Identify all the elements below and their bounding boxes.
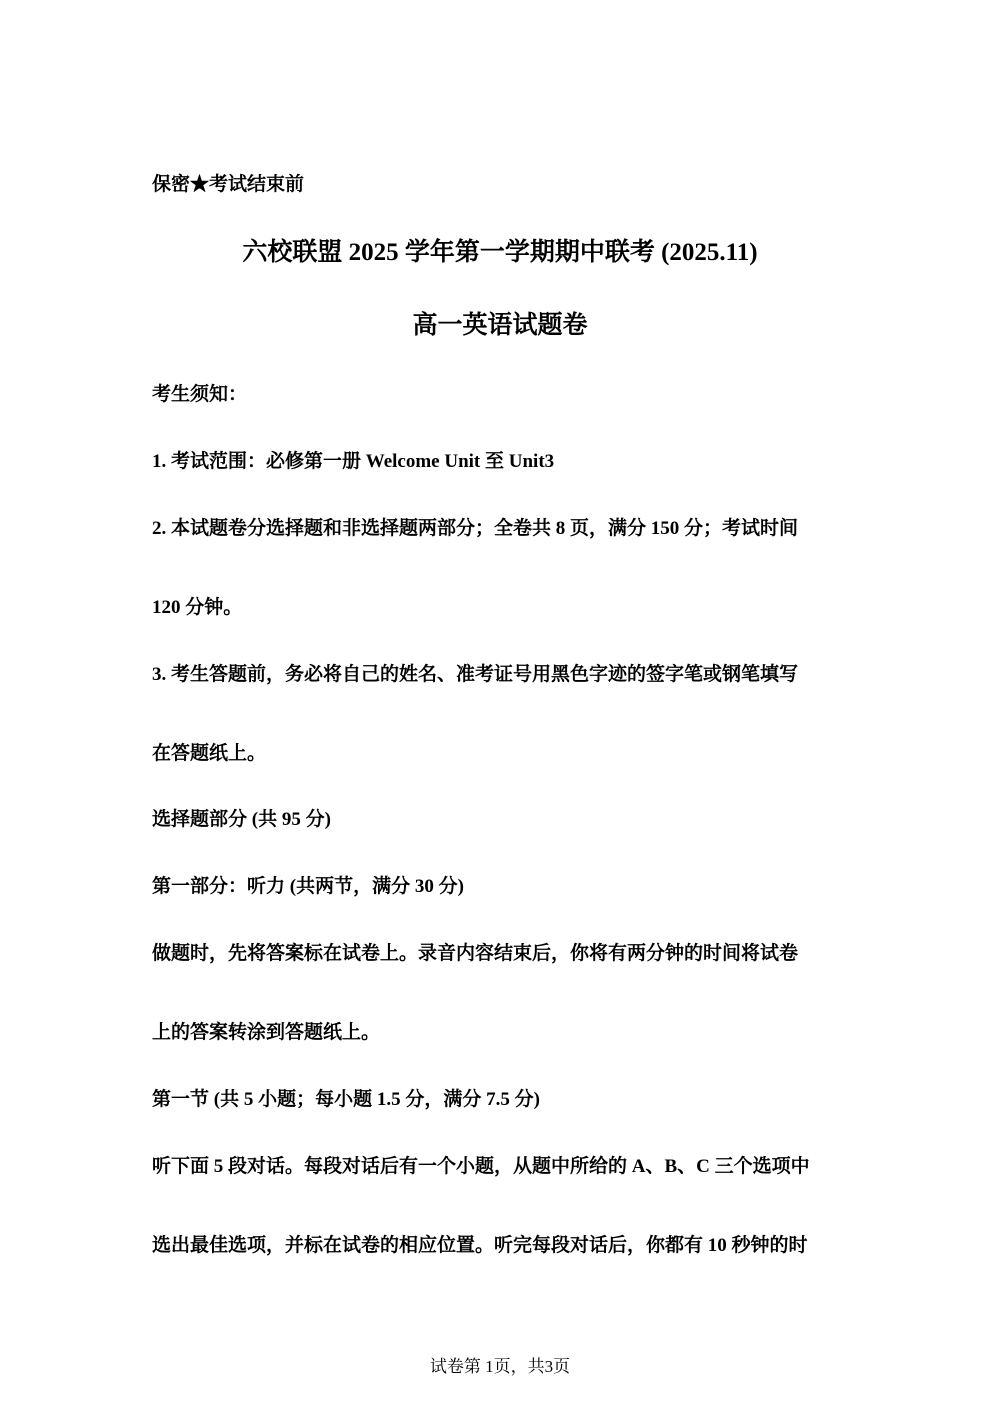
instruction-item-2-line-2: 120 分钟。 bbox=[152, 597, 243, 618]
exam-subtitle: 高一英语试题卷 bbox=[412, 312, 588, 339]
exam-title: 六校联盟 2025 学年第一学期期中联考 (2025.11) bbox=[242, 239, 758, 266]
instruction-item-1: 1. 考试范围：必修第一册 Welcome Unit 至 Unit3 bbox=[152, 451, 555, 472]
instruction-item-3-line-1: 3. 考生答题前，务必将自己的姓名、准考证号用黑色字迹的签字笔或钢笔填写 bbox=[152, 664, 799, 685]
page-footer: 试卷第 1页，共3页 bbox=[429, 1357, 571, 1376]
instructions-heading: 考生须知： bbox=[152, 384, 248, 405]
instruction-item-3-line-2: 在答题纸上。 bbox=[152, 743, 267, 764]
section1-description-line-1: 听下面 5 段对话。每段对话后有一个小题，从题中所给的 A、B、C 三个选项中 bbox=[152, 1156, 810, 1177]
confidential-label: 保密★考试结束前 bbox=[152, 174, 305, 195]
part1-description-line-2: 上的答案转涂到答题纸上。 bbox=[152, 1022, 381, 1043]
choice-section-heading: 选择题部分 (共 95 分) bbox=[152, 809, 331, 830]
section1-heading: 第一节 (共 5 小题；每小题 1.5 分，满分 7.5 分) bbox=[152, 1089, 540, 1110]
section1-description-line-2: 选出最佳选项，并标在试卷的相应位置。听完每段对话后，你都有 10 秒钟的时 bbox=[152, 1235, 808, 1256]
part1-heading: 第一部分：听力 (共两节，满分 30 分) bbox=[152, 876, 464, 897]
part1-description-line-1: 做题时，先将答案标在试卷上。录音内容结束后，你将有两分钟的时间将试卷 bbox=[152, 943, 799, 964]
instruction-item-2-line-1: 2. 本试题卷分选择题和非选择题两部分；全卷共 8 页，满分 150 分；考试时间 bbox=[152, 518, 799, 539]
